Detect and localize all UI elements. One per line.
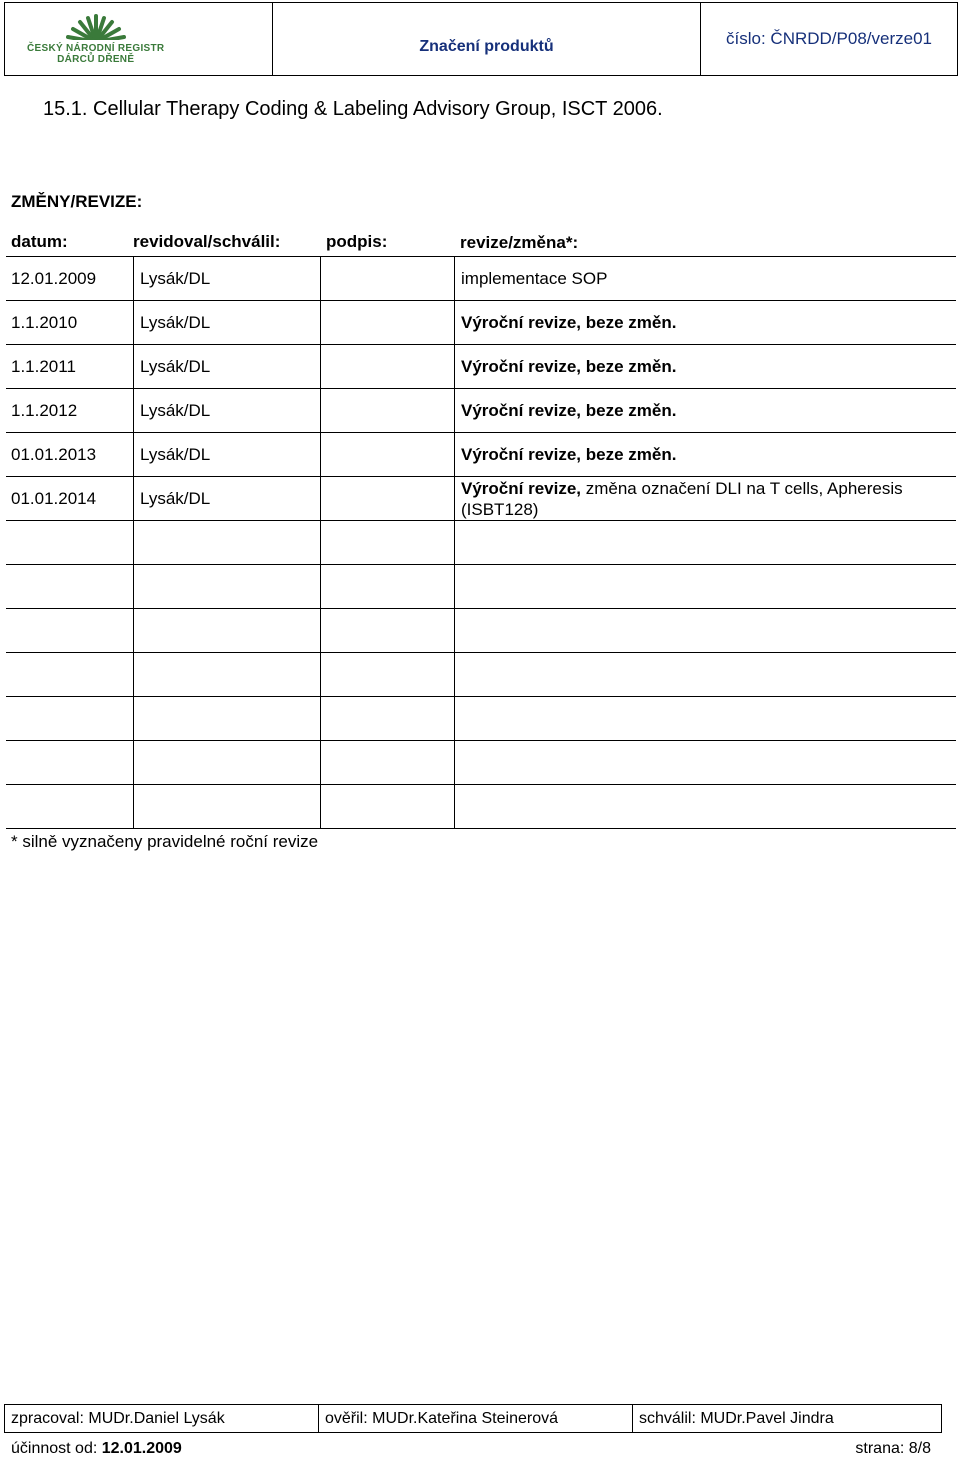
revision-change [454, 257, 956, 300]
changes-heading: ZMĚNY/REVIZE: [11, 192, 143, 211]
revision-date: 01.01.2014 [11, 488, 97, 508]
revision-reviewer: Lysák/DL [133, 301, 320, 344]
footer-approved: schválil: MUDr.Pavel Jindra [639, 1409, 834, 1427]
empty-cell [454, 565, 956, 608]
revision-date: 1.1.2010 [11, 312, 78, 332]
footnote: * silně vyznačeny pravidelné roční revize [11, 832, 319, 851]
revision-change-text [461, 312, 676, 333]
empty-cell [320, 565, 454, 608]
empty-cell [133, 565, 320, 608]
revision-change-text [461, 444, 676, 465]
empty-cell [6, 609, 133, 652]
revision-change [454, 389, 956, 432]
empty-cell [6, 521, 133, 564]
header-reviewer: revidoval/schválil: [133, 232, 281, 251]
empty-cell [320, 741, 454, 784]
revision-empty-row [6, 697, 956, 741]
revision-change-bold: Výroční revize, beze změn. [461, 357, 677, 376]
revision-change-text [461, 268, 607, 289]
revision-change-bold: Výroční revize, [461, 478, 582, 498]
reference-text: 15.1. Cellular Therapy Coding & Labeling Advisory Group, ISCT 2006. [43, 98, 663, 120]
revision-row [6, 345, 956, 389]
footer-verified: ověřil: MUDr.Kateřina Steinerová [319, 1405, 633, 1432]
effective-date [11, 1440, 182, 1457]
revision-row [6, 389, 956, 433]
effective-label: účinnost od: [11, 1440, 102, 1457]
empty-cell [133, 609, 320, 652]
empty-cell [320, 697, 454, 740]
revision-row [6, 433, 956, 477]
revision-empty-row [6, 609, 956, 653]
revision-signature [320, 345, 454, 388]
empty-cell [454, 653, 956, 696]
revision-row [6, 301, 956, 345]
revision-signature [320, 301, 454, 344]
logo-text-line2: DÁRCŮ DŘENĚ [57, 54, 135, 65]
header-date: datum: [11, 232, 68, 251]
empty-cell [133, 697, 320, 740]
empty-cell [454, 785, 956, 828]
revision-table [6, 228, 956, 829]
revision-reviewer: Lysák/DL [133, 389, 320, 432]
empty-cell [320, 785, 454, 828]
revision-change-text [461, 400, 676, 421]
revision-reviewer: Lysák/DL [133, 257, 320, 300]
revision-change [454, 477, 956, 520]
revision-table-header [6, 228, 956, 257]
revision-row [6, 257, 956, 301]
revision-change [454, 345, 956, 388]
empty-cell [454, 741, 956, 784]
logo-text-line1: ČESKÝ NÁRODNÍ REGISTR [27, 43, 165, 54]
empty-cell [454, 697, 956, 740]
revision-empty-row [6, 521, 956, 565]
revision-change-normal: změna označení DLI na T cells, Apheresis (ISBT128) [461, 478, 903, 519]
empty-cell [6, 785, 133, 828]
footer-prepared: zpracoval: MUDr.Daniel Lysák [5, 1405, 319, 1432]
sunrise-logo-icon [61, 13, 131, 43]
revision-date: 1.1.2012 [11, 400, 78, 420]
empty-cell [6, 565, 133, 608]
empty-cell [133, 785, 320, 828]
revision-signature [320, 389, 454, 432]
revision-date: 12.01.2009 [11, 268, 97, 288]
revision-empty-row [6, 741, 956, 785]
revision-change-bold: Výroční revize, beze změn. [461, 445, 677, 464]
revision-empty-row [6, 653, 956, 697]
empty-cell [320, 609, 454, 652]
revision-change-text [461, 356, 676, 377]
revision-change-bold: Výroční revize, beze změn. [461, 313, 677, 332]
revision-change [454, 301, 956, 344]
revision-signature [320, 477, 454, 520]
empty-cell [320, 653, 454, 696]
revision-reviewer: Lysák/DL [133, 433, 320, 476]
document-number: číslo: ČNRDD/P08/verze01 [726, 29, 932, 48]
revision-date: 1.1.2011 [11, 356, 76, 376]
revision-signature [320, 257, 454, 300]
page-number: strana: 8/8 [855, 1440, 931, 1457]
empty-cell [454, 521, 956, 564]
empty-cell [454, 609, 956, 652]
document-footer [4, 1404, 942, 1433]
effective-date-value: 12.01.2009 [101, 1440, 182, 1457]
revision-date: 01.01.2013 [11, 444, 97, 464]
header-signature: podpis: [326, 232, 388, 251]
revision-empty-row [6, 565, 956, 609]
empty-cell [6, 697, 133, 740]
empty-cell [133, 521, 320, 564]
empty-cell [133, 741, 320, 784]
empty-cell [6, 653, 133, 696]
document-header [4, 2, 958, 76]
revision-signature [320, 433, 454, 476]
revision-change-normal: implementace SOP [461, 269, 608, 288]
empty-cell [133, 653, 320, 696]
registry-logo [27, 13, 164, 65]
document-title: Značení produktů [273, 3, 701, 75]
empty-cell [320, 521, 454, 564]
revision-change-bold: Výroční revize, beze změn. [461, 401, 677, 420]
revision-reviewer: Lysák/DL [133, 477, 320, 520]
revision-change-text [461, 478, 956, 520]
empty-cell [6, 741, 133, 784]
header-change: revize/změna*: [460, 232, 579, 252]
revision-reviewer: Lysák/DL [133, 345, 320, 388]
logo-cell [5, 3, 273, 75]
revision-row [6, 477, 956, 521]
revision-empty-row [6, 785, 956, 829]
revision-change [454, 433, 956, 476]
